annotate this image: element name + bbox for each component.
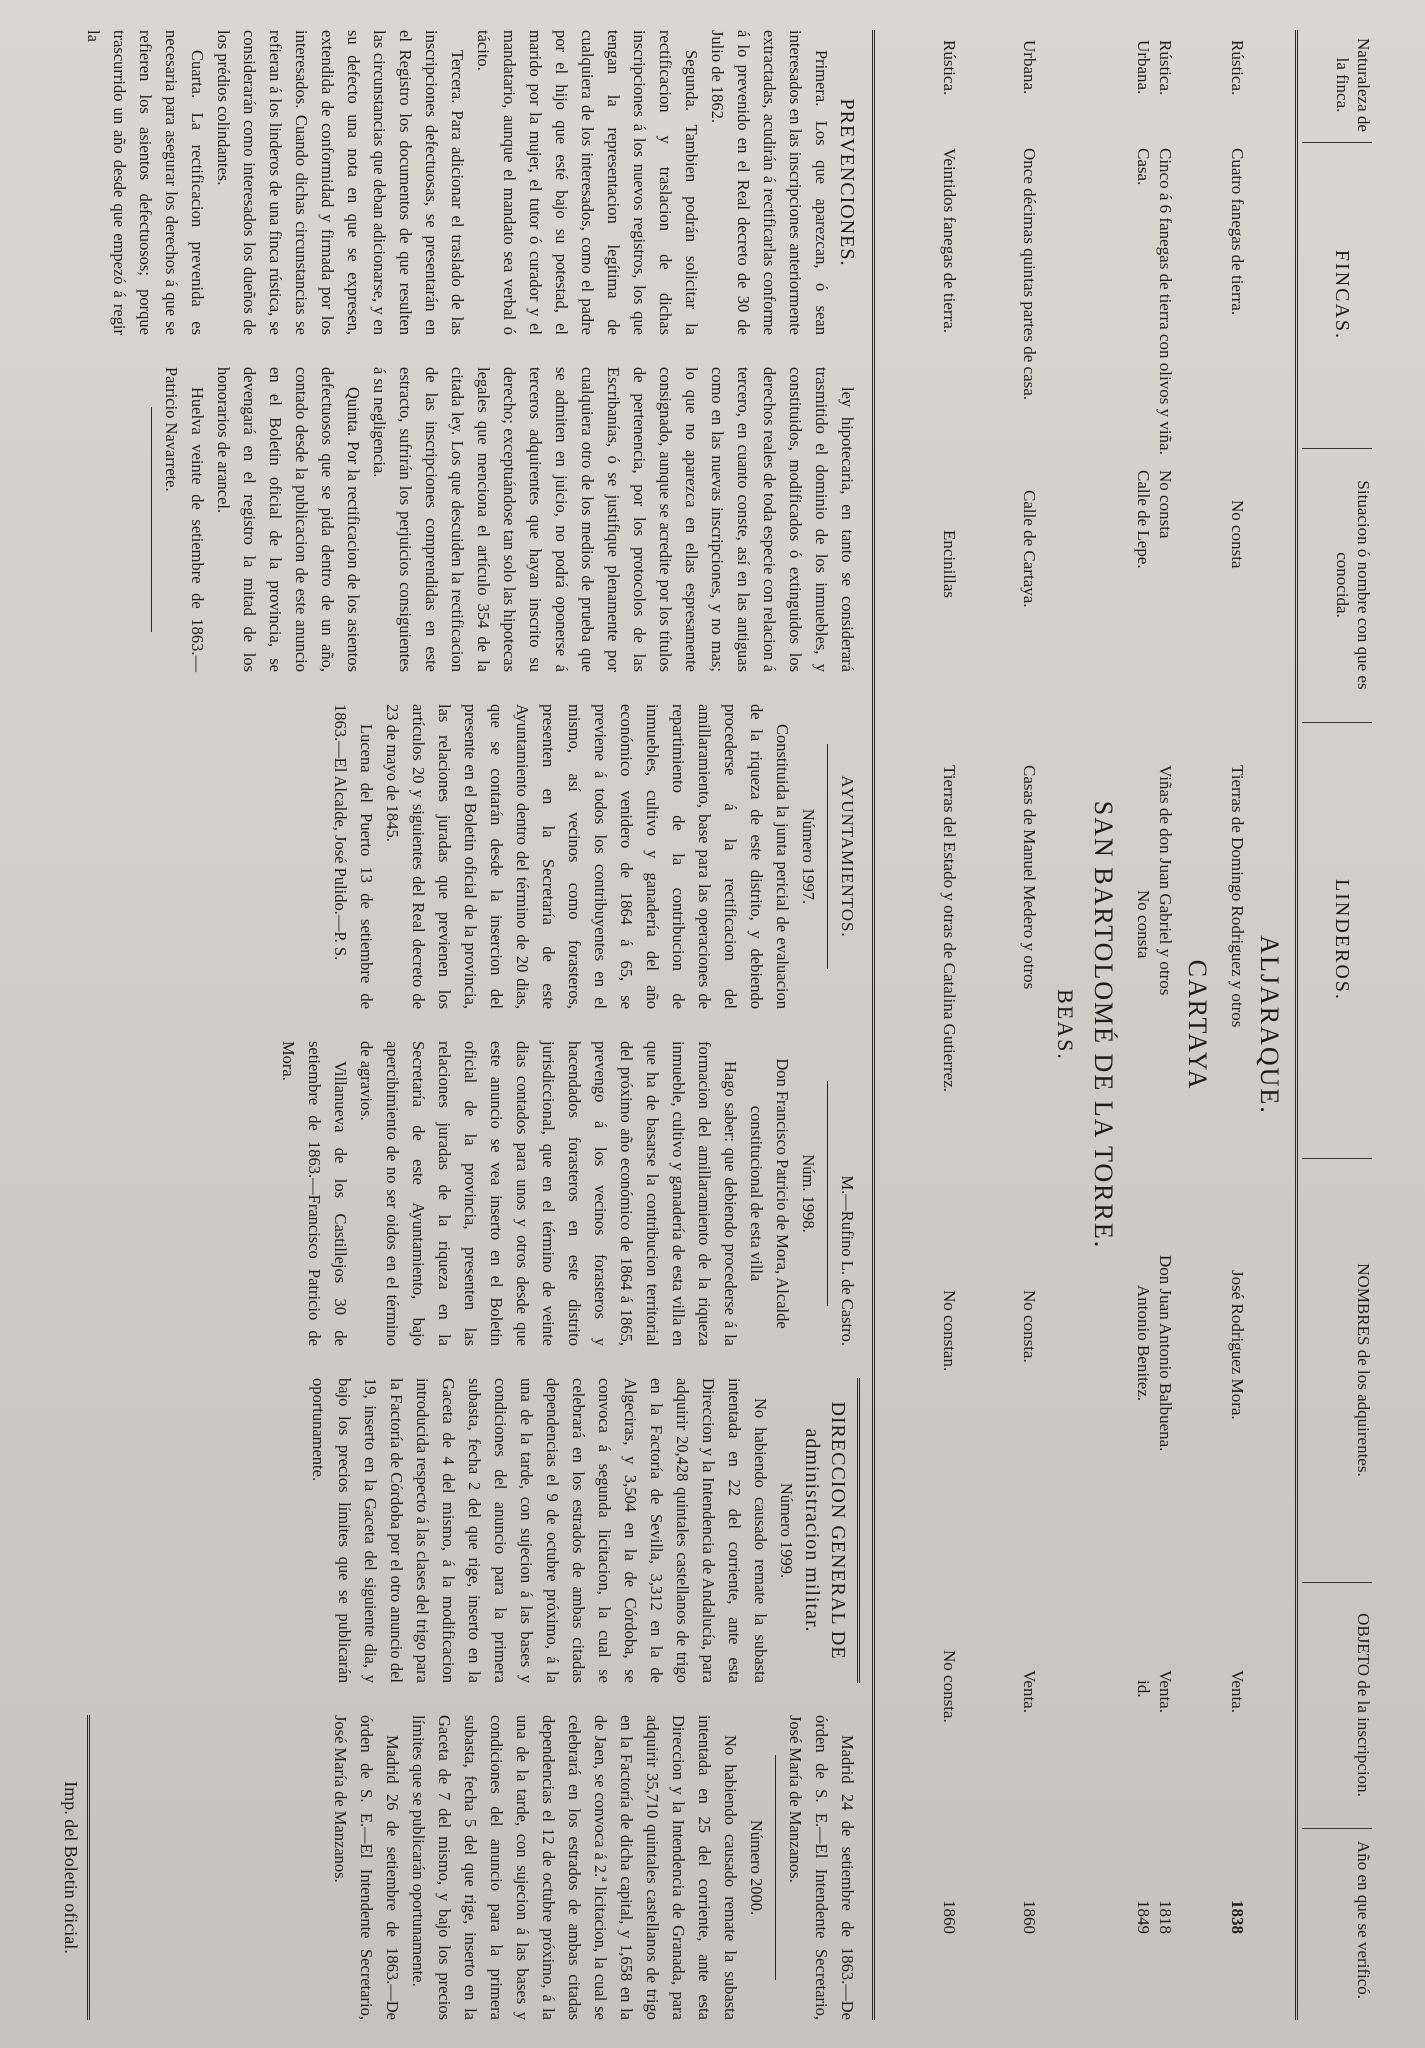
direccion-heading: DIRECCION GENERAL DE administracion militar. bbox=[801, 1401, 849, 1660]
section-aljaraque: ALJARAQUE. bbox=[1255, 935, 1284, 1115]
cell-finca: Cinco á 6 fanegas de tierra con olivos y viña. bbox=[1156, 148, 1175, 455]
signature-line: Huelva veinte de setiembre de 1863.—Patricio Navarrete. bbox=[162, 367, 207, 672]
header-objeto: OBJETO de la inscripcion. bbox=[1354, 1613, 1373, 1797]
notice-number: Número 1997. bbox=[799, 808, 818, 905]
cell-objeto: Venta. bbox=[1228, 1670, 1247, 1713]
cell-ano: 1860 bbox=[940, 1900, 959, 1934]
signature-line: Madrid 26 de setiembre de 1863.—De órden de S. E.—El Intendente Secretario, José María de Manzanos. bbox=[331, 1715, 402, 2020]
column-ley-hipotecaria bbox=[145, 367, 860, 672]
cell-objeto: Venta. bbox=[1020, 1670, 1039, 1713]
header-divider bbox=[1302, 448, 1372, 449]
divider bbox=[857, 1378, 860, 1683]
paragraph: Quinta. Por la rectificacion de los asientos defectuosos que se pida dentro de un año, contado desde la publicacion de este anuncio en el Boletin oficial de la provincia, se devengará en el registro la mitad de los honorarios de arancel. bbox=[214, 367, 363, 672]
cell-naturaleza: Rústica. bbox=[940, 40, 959, 96]
divider bbox=[151, 407, 152, 632]
cell-naturaleza: Urbana. bbox=[1134, 40, 1153, 95]
cell-naturaleza: Urbana. bbox=[1020, 40, 1039, 95]
cell-objeto: No consta. bbox=[940, 1650, 959, 1723]
cell-ano: 1838 bbox=[1228, 1900, 1247, 1934]
header-naturaleza: Naturaleza de la finca. bbox=[1333, 38, 1373, 132]
section-cartaya: CARTAYA bbox=[1183, 959, 1212, 1091]
header-situacion: Situacion ó nombre con que es conocida. bbox=[1333, 480, 1373, 690]
paragraph: Constituida la junta pericial de evaluacion de la riqueza de este distrito, y debiendo procederse á la rectificacion del amillaramiento, base para las operaciones de repartimiento de la contribucion de inmuebles, cultivo y ganadería del año económico venidero de 1864 á 65, se previene á todos los contribuyentes en el mismo, así vecinos como forasteros, presenten en la Secretaría de este Ayuntamiento dentro del término de 20 dias, que se contarán desde la insercion del presente en el Boletin oficial de la provincia, las relaciones juradas que previenen los artículos 20 y siguientes del Real decreto de 23 de mayo de 1845. bbox=[383, 704, 792, 1009]
header-fincas bbox=[1331, 145, 1352, 445]
cell-situacion: Encinillas bbox=[940, 530, 959, 598]
cell-finca: Casa. bbox=[1134, 148, 1153, 186]
paragraph: No habiendo causado remate la subasta intentada en 22 del corriente, ante esta Direccion y la Intendencia de Andalucía, para adquirir 20,428 quintales castellanos de trigo en la Factoría de Sevilla, 3,312 en la de Algeciras, y 3,504 en la de Córdoba, se convoca á segunda licitacion, la cual se celebrará en los estrados de ambas citadas dependencias el 9 de octubre próximo, á la una de la tarde, con sujecion á las bases y condiciones del anuncio para la primera subasta, fecha 2 del que rige, inserto en la Gaceta de 4 del mismo, á la modificacion introducida respecto á las clases del trigo para la Factoría de Córdoba por el otro anuncio del 19, inserto en la Gaceta del siguiente dia, y bajo los precios límites que se publicarán oportunamente. bbox=[309, 1378, 770, 1683]
divider bbox=[827, 1081, 828, 1306]
paragraph: Segunda. Tambien podrán solicitar la rectificacion y traslacion de dichas inscripciones á los nuevos registros, los que tengan la representacion legítima de cualquiera de los interesados, como el padre por el hijo que esté bajo su potestad, el marido por la mujer, el tutor ó curador y el mandatario, aunque el mandato sea verbal ó tácito. bbox=[474, 30, 701, 335]
notice-number: Núm. 1998. bbox=[799, 1154, 818, 1233]
header-divider bbox=[1302, 1582, 1372, 1583]
cell-linderos: Tierras de Domingo Rodriguez y otros bbox=[1228, 765, 1247, 1028]
paragraph: Primera. Los que aparezcan, ó sean interesados en las inscripciones anteriormente extractadas, acudirán á rectificarlas conforme á lo prevenido en el Real decreto de 30 de Julio de 1862. bbox=[708, 30, 831, 335]
rotated-content bbox=[40, 30, 1380, 2020]
cell-linderos: No consta bbox=[1134, 890, 1153, 959]
cell-objeto: Venta. bbox=[1156, 1670, 1175, 1713]
paragraph: Hago saber: que debiendo procederse á la formacion del amillaramiento de la riqueza inmueble, cultivo y ganadería de esta villa en que ha de basarse la contribucion territorial del próximo año económico de 1864 á 1865, prevengo á los vecinos forasteros y hacendados forasteros en este distrito jurisdiccional, que en el término de veinte dias contados para unos y otros desde que este anuncio se vea inserto en el Boletin oficial de la provincia, presenten las relaciones juradas de la riqueza en la Secretaría de este Ayuntamiento, bajo apercibimiento de no ser oidos en el término de agravios. bbox=[357, 1041, 740, 1346]
paragraph: Tercera. Para adicionar el traslado de las inscripciones defectuosas, se presentarán en el Registro los documentos de que resulten las circunstancias que deban adicionarse, y en su defecto una nota en que se expresen, extendida de conformidad y firmada por los interesados. Cuando dichas circunstancias se refieran á los linderos de una finca rústica, se considerarán como interesados los dueños de los prédios colindantes. bbox=[214, 30, 467, 335]
header-divider bbox=[1302, 1158, 1372, 1159]
signature-line: Villanueva de los Castillejos 30 de setiembre de 1863.—Francisco Patricio de Mora. bbox=[279, 1041, 350, 1346]
column-villanueva bbox=[275, 1041, 860, 1346]
cell-naturaleza: Rústica. bbox=[1156, 40, 1175, 96]
header-divider bbox=[1302, 722, 1372, 723]
notice-title: Don Francisco Patricio de Mora, Alcalde constitucional de esta villa bbox=[747, 1058, 792, 1329]
cell-nombres: Don Juan Antonio Balbuena. bbox=[1156, 1255, 1175, 1452]
cell-nombres: No consta. bbox=[1020, 1290, 1039, 1363]
cell-linderos: Casas de Manuel Medero y otros bbox=[1020, 765, 1039, 990]
column-ayuntamientos bbox=[327, 704, 860, 1009]
header-nombres: NOMBRES de los adquirentes. bbox=[1354, 1263, 1373, 1477]
divider bbox=[827, 744, 828, 969]
text-columns bbox=[40, 30, 860, 2020]
header-ano: Año en que se verificó. bbox=[1354, 1840, 1373, 2000]
column-madrid bbox=[327, 1715, 860, 2020]
cell-linderos: Viñas de don Juan Gabriel y otros bbox=[1156, 765, 1175, 996]
cell-finca: Veintidos fanegas de tierra. bbox=[940, 148, 959, 334]
cell-finca: Cuatro fanegas de tierra. bbox=[1228, 148, 1247, 316]
cell-naturaleza: Rústica. bbox=[1228, 40, 1247, 96]
signature-line: Madrid 24 de setiembre de 1863.—De órden de S. E.—El Intendente Secretario, José María de Manzanos. bbox=[786, 1715, 857, 2020]
header-divider bbox=[1302, 1828, 1372, 1829]
cell-ano: 1860 bbox=[1020, 1900, 1039, 1934]
paragraph: Cuarta. La rectificacion prevenida es necesaria para asegurar los derechos á que se refieren los asientos defectuosos; porque trascurrido un año desde que empezó á regir la bbox=[84, 30, 207, 335]
signature-line: M.—Rufino L. de Castro. bbox=[838, 1175, 857, 1346]
cell-ano: 1849 bbox=[1134, 1900, 1153, 1934]
header-linderos bbox=[1331, 725, 1352, 1155]
prevenciones-heading: PREVENCIONES. bbox=[836, 98, 858, 267]
cell-nombres: José Rodriguez Mora. bbox=[1228, 1270, 1247, 1420]
notice-number: Número 2000. bbox=[747, 1819, 766, 1916]
cell-situacion: No consta bbox=[1156, 470, 1175, 539]
cell-ano: 1818 bbox=[1156, 1900, 1175, 1934]
cell-nombres: No constan. bbox=[940, 1290, 959, 1372]
cell-nombres: Antonio Benitez. bbox=[1134, 1285, 1153, 1402]
column-prevenciones bbox=[80, 30, 860, 335]
ayuntamientos-heading: AYUNTAMIENTOS. bbox=[838, 775, 857, 938]
printer-imprint: Imp. del Boletin oficial. bbox=[60, 1715, 90, 2020]
header-divider bbox=[1302, 142, 1372, 143]
paragraph: No habiendo causado remate la subasta intentada en 25 del corriente, ante esta Direccion y la Intendencia de Granada, para adquirir 35,710 quintales castellanos de trigo en la Factoría de dicha capital, y 1,658 en la de Jaen, se convoca á 2.ª licitacion, la cual se celebrará en los estrados de ambas citadas dependencias el 12 de octubre próximo, á la una de la tarde, con sujecion á las bases y condiciones del anuncio para la primera subasta, fecha 5 del que rige, inserto en la Gaceta de 7 del mismo, y bajo los precios límites que se publicarán oportunamente. bbox=[409, 1715, 740, 2020]
notice-number: Número 1999. bbox=[777, 1482, 796, 1579]
cell-linderos: Tierras del Estado y otras de Catalina Gutierrez. bbox=[940, 765, 959, 1092]
cell-situacion: Calle de Cartaya. bbox=[1020, 490, 1039, 608]
divider bbox=[775, 1755, 776, 1980]
table-bottom-rule bbox=[872, 30, 875, 2020]
table-header bbox=[1295, 30, 1380, 2020]
inscriptions-table bbox=[860, 30, 1380, 2020]
cell-situacion: Calle de Lepe. bbox=[1134, 470, 1153, 569]
signature-line: Lucena del Puerto 13 de setiembre de 1863.—El Alcalde, José Pulido.—P. S. bbox=[331, 704, 376, 1009]
header-fincas-label: FINCAS. bbox=[1331, 249, 1353, 341]
header-linderos-label: LINDEROS. bbox=[1331, 879, 1353, 1001]
paragraph: ley hipotecaria, en tanto se considerará trasmitido el dominio de los inmuebles, y constituidos, modificados ó extinguidos los derechos reales de toda especie con relacion á tercero, en cuanto conste, así en las antiguas como en las nuevas inscripciones, y no mas; lo que no aparezca en ellas espresamente consignado, aunque se acredite por los títulos de pertenencia, por los protocolos de las Escribanías, ó se justifique plenamente por cualquiera otro de los medios de prueba que se admiten en juicio, no podrá oponerse á terceros adquirentes que hayan inscrito su derecho; exceptuándose tan solo las hipotecas legales que menciona el artículo 354 de la citada ley. Los que descuiden la rectificacion de las inscripciones comprendidas en este estracto, sufrirán los perjuicios consiguientes á su negligencia. bbox=[370, 367, 857, 672]
section-beas: BEAS. bbox=[1053, 989, 1078, 1061]
column-direccion-general bbox=[305, 1378, 860, 1683]
section-san-bartolome: SAN BARTOLOMÉ DE LA TORRE. bbox=[1089, 800, 1118, 1250]
cell-situacion: No consta bbox=[1228, 500, 1247, 569]
cell-finca: Once décimas quintas partes de casa. bbox=[1020, 148, 1039, 401]
cell-objeto: id. bbox=[1134, 1680, 1153, 1698]
